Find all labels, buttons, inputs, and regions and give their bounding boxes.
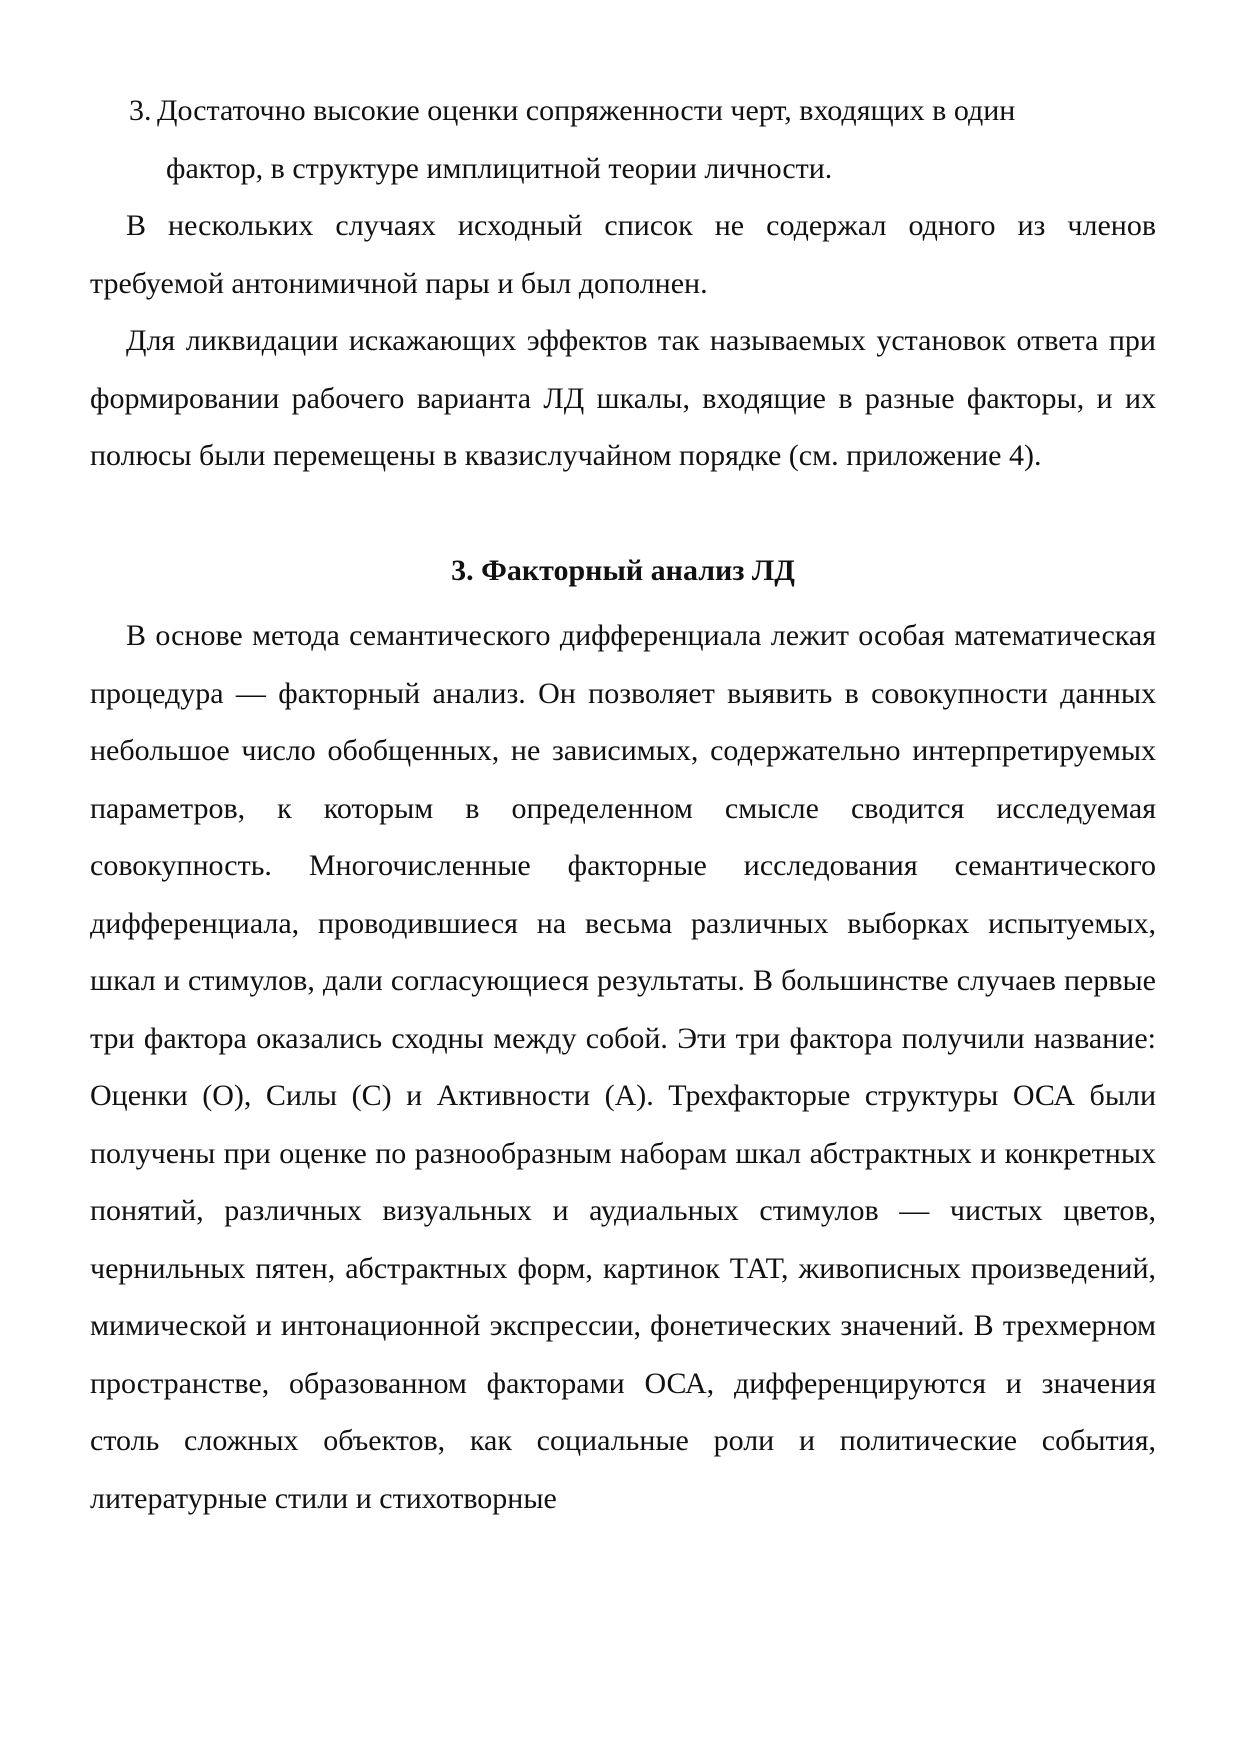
- list-item-line-1: Достаточно высокие оценки сопряженности черт, входящих в один: [157, 94, 1016, 127]
- paragraph-response-sets: Для ликвидации искажающих эффектов так называемых установок ответа при формировании рабочего варианта ЛД шкалы, входящие в разные факторы, и их полюсы были перемещены в квазислучайном порядке (см. приложение 4).: [90, 324, 1156, 472]
- paragraph-supplement: В нескольких случаях исходный список не содержал одного из членов требуемой антонимичной пары и был дополнен.: [90, 209, 1156, 300]
- list-item-number: 3.: [129, 94, 152, 127]
- list-item-text: [157, 82, 1156, 197]
- heading-spacer: [90, 599, 1156, 607]
- list-item-3: [129, 82, 1156, 197]
- page-content: [90, 82, 1156, 1527]
- section-heading: 3. Факторный анализ ЛД: [451, 553, 795, 587]
- list-item-line-2: фактор, в структуре имплицитной теории личности.: [166, 151, 833, 185]
- paragraph-factor-analysis: В основе метода семантического дифференциала лежит особая математическая процедура — факторный анализ. Он позволяет выявить в совокупности данных небольшое число обобщенных, не зависимых, содержательно интерпретируемых параметров, к которым в определенном смысле сводится исследуемая совокупность. Многочисленные факторные исследования семантического дифференциала, проводившиеся на весьма различных выборках испытуемых, шкал и стимулов, дали согласующиеся результаты. В большинстве случаев первые три фактора оказались сходны между собой. Эти три фактора получили название: Оценки (О), Силы (С) и Активности (А). Трехфакторые структуры ОСА были получены при оценке по разнообразным наборам шкал абстрактных и конкретных понятий, различных визуальных и аудиальных стимулов — чистых цветов, чернильных пятен, абстрактных форм, картинок ТАТ, живописных произведений, мимической и интонационной экспрессии, фонетических значений. В трехмерном пространстве, образованном факторами ОСА, дифференцируются и значения столь сложных объектов, как социальные роли и политические события, литературные стили и стихотворные: [90, 619, 1156, 1515]
